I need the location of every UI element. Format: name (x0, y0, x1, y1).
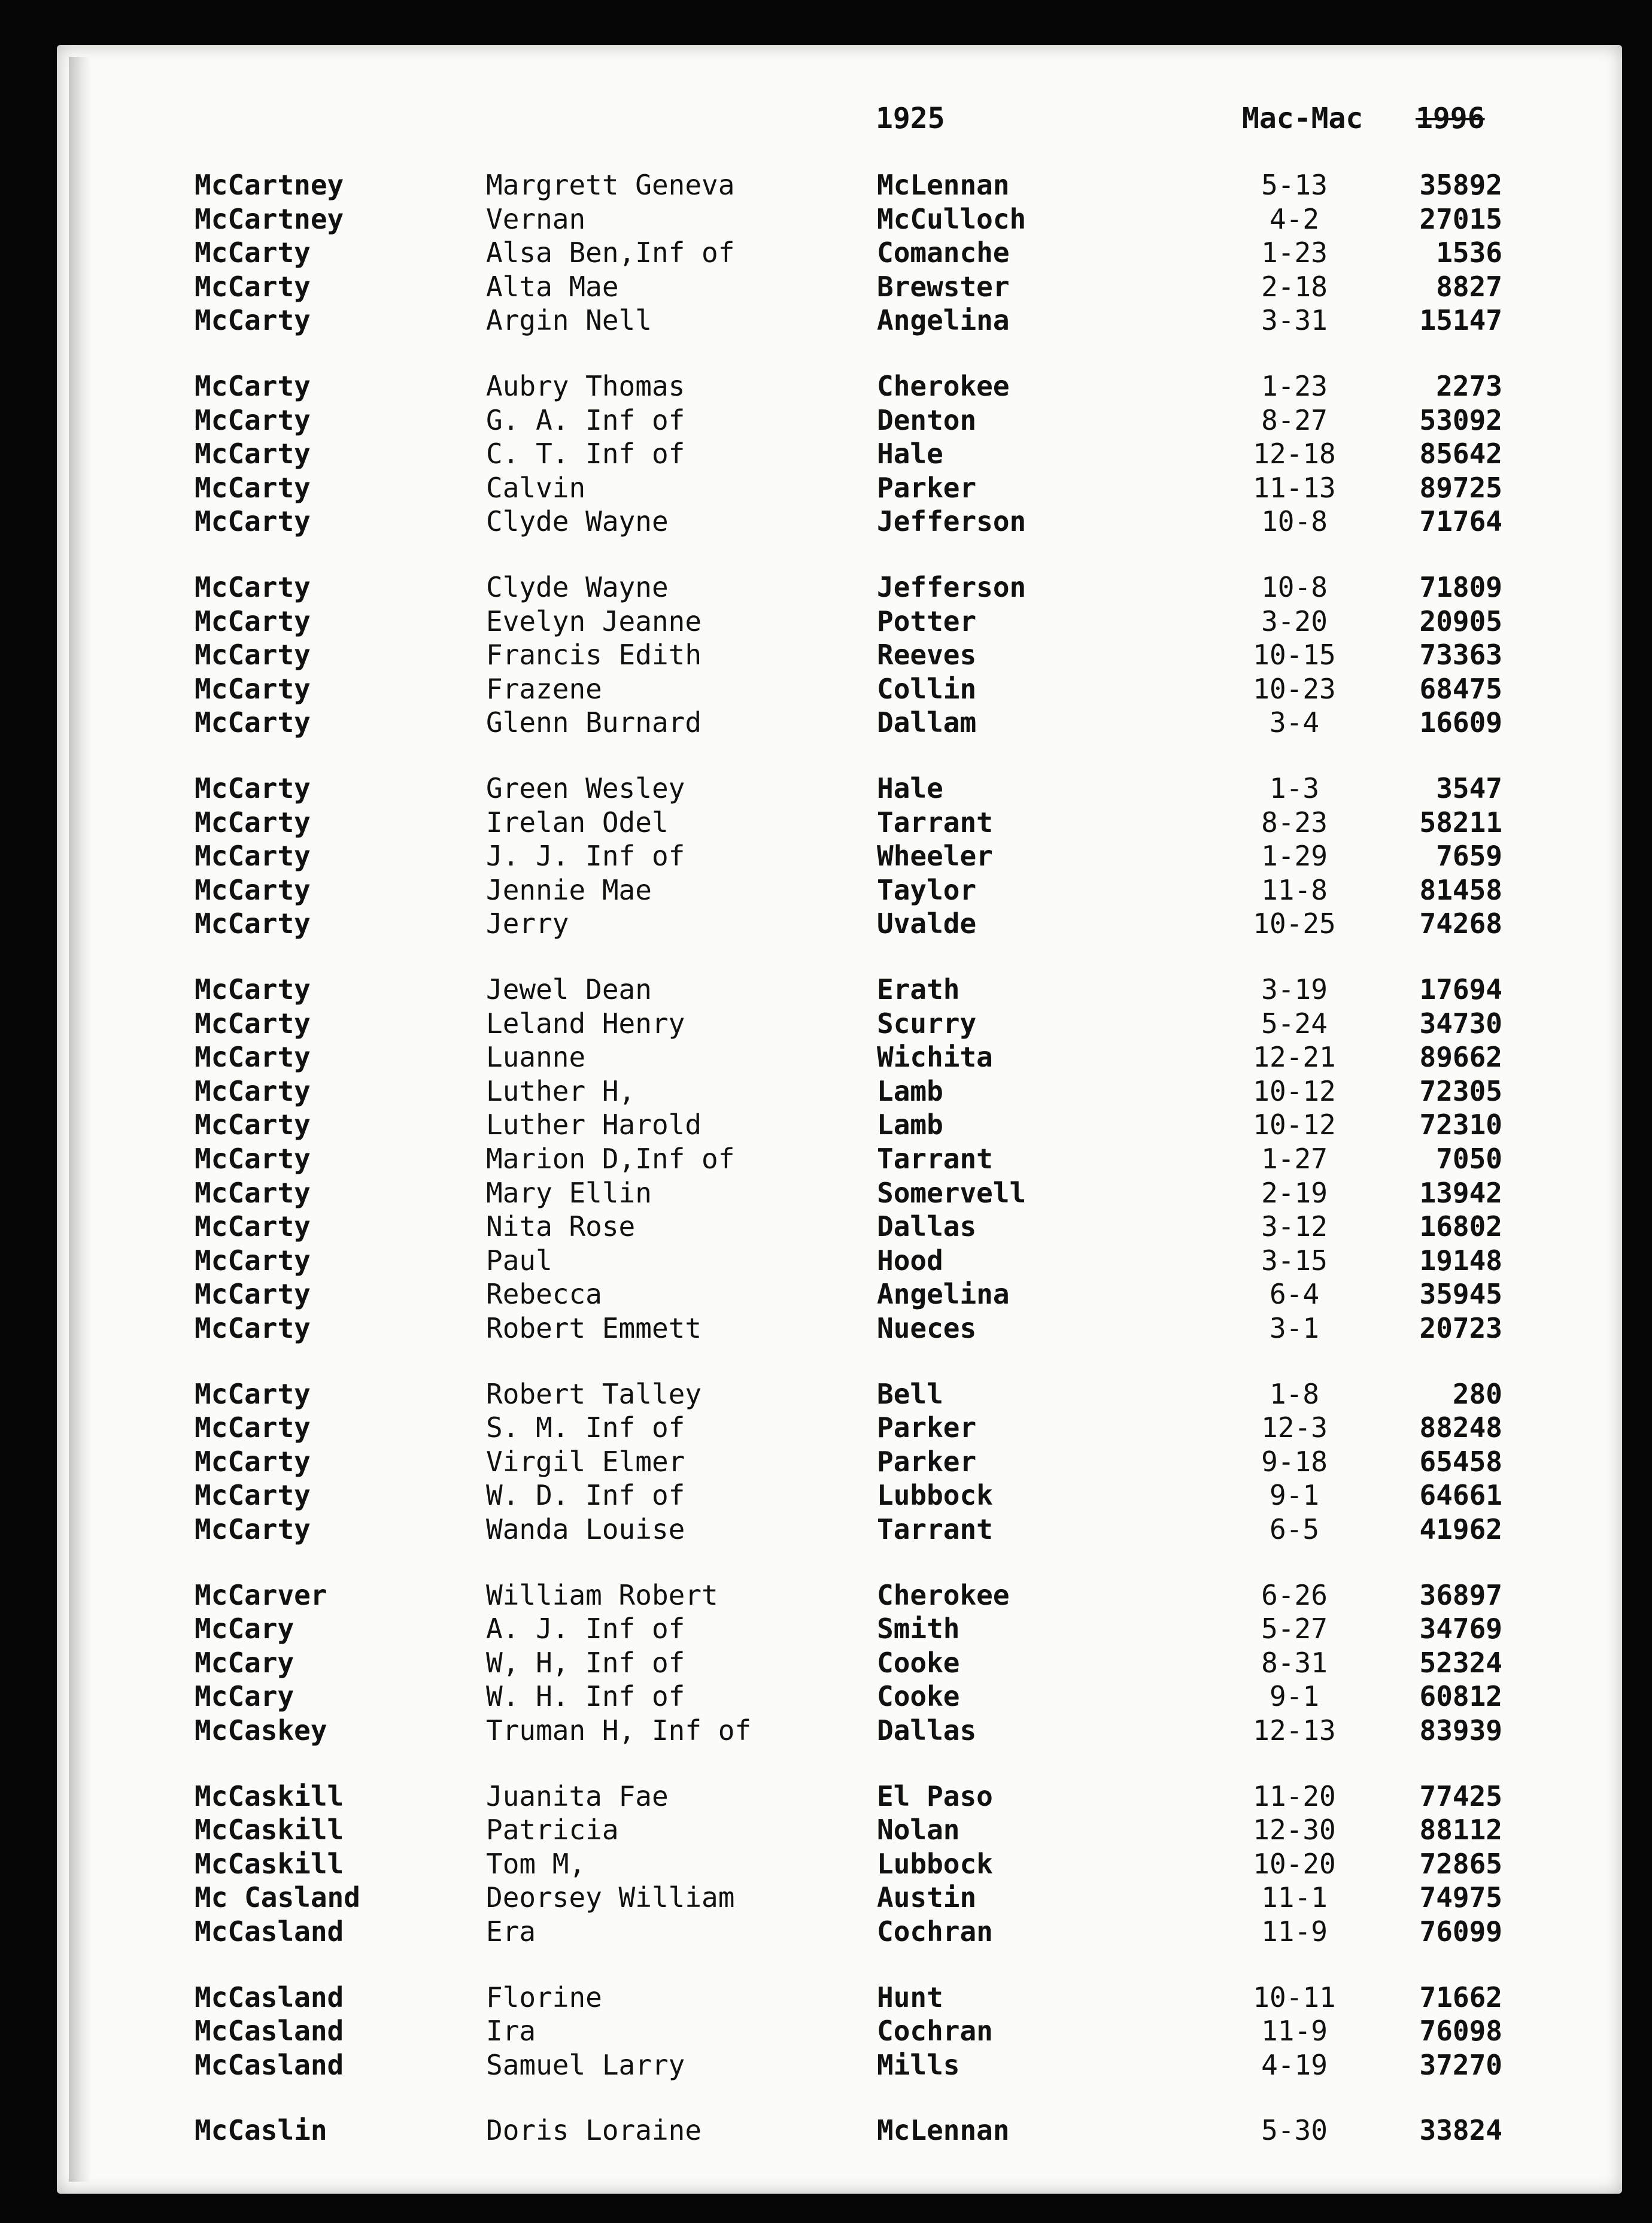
given-name: Robert Talley (486, 1378, 702, 1410)
surname: McCasland (195, 1981, 344, 2014)
record-number: 37270 (1419, 2049, 1502, 2081)
record-number: 85642 (1419, 438, 1502, 470)
date: 6-26 (1261, 1579, 1328, 1611)
header-number: 1996 (1416, 102, 1485, 135)
county: El Paso (877, 1780, 993, 1812)
given-name: Florine (486, 1981, 602, 2014)
record-number: 1536 (1436, 236, 1502, 269)
surname: McCarty (195, 1513, 311, 1545)
date: 12-21 (1253, 1041, 1336, 1073)
surname: McCarty (195, 973, 311, 1006)
given-name: Truman H, Inf of (486, 1714, 752, 1747)
surname: McCarty (195, 772, 311, 804)
record-number: 16609 (1419, 706, 1502, 739)
record-number: 72305 (1419, 1075, 1502, 1107)
record-number: 71809 (1419, 571, 1502, 603)
surname: McCarty (195, 1278, 311, 1310)
county: Cochran (877, 2015, 993, 2047)
record-number: 71662 (1419, 1981, 1502, 2014)
record-number: 8827 (1436, 271, 1502, 303)
record-number: 20905 (1419, 605, 1502, 637)
date: 4-19 (1261, 2049, 1328, 2081)
date: 5-24 (1261, 1007, 1328, 1040)
surname: McCarty (195, 806, 311, 839)
surname: McCarty (195, 1041, 311, 1073)
date: 11-13 (1253, 472, 1336, 504)
given-name: W. D. Inf of (486, 1479, 685, 1511)
surname: McCarty (195, 1210, 311, 1243)
date: 5-13 (1261, 169, 1328, 201)
given-name: Deorsey William (486, 1881, 735, 1914)
county: Cooke (877, 1647, 960, 1679)
given-name: William Robert (486, 1579, 718, 1611)
surname: McCarty (195, 1007, 311, 1040)
given-name: Leland Henry (486, 1007, 685, 1040)
county: Wheeler (877, 840, 993, 872)
surname: McCarty (195, 605, 311, 637)
county: Erath (877, 973, 960, 1006)
record-number: 76099 (1419, 1915, 1502, 1948)
date: 11-8 (1261, 874, 1328, 906)
header-year: 1925 (876, 102, 945, 135)
record-number: 73363 (1419, 639, 1502, 671)
given-name: Alsa Ben,Inf of (486, 236, 735, 269)
surname: McCasland (195, 2015, 344, 2047)
record-number: 15147 (1419, 304, 1502, 336)
date: 10-12 (1253, 1109, 1336, 1141)
county: Jefferson (877, 505, 1027, 537)
surname: McCartney (195, 203, 344, 235)
given-name: Jerry (486, 907, 569, 940)
date: 3-19 (1261, 973, 1328, 1006)
county: Hood (877, 1244, 943, 1277)
county: Reeves (877, 639, 977, 671)
given-name: G. A. Inf of (486, 404, 685, 436)
given-name: Alta Mae (486, 271, 619, 303)
county: Cochran (877, 1915, 993, 1948)
county: Dallas (877, 1714, 977, 1747)
given-name: Jewel Dean (486, 973, 652, 1006)
given-name: Paul (486, 1244, 552, 1277)
record-number: 19148 (1419, 1244, 1502, 1277)
county: Lubbock (877, 1479, 993, 1511)
surname: McCaskill (195, 1780, 344, 1812)
county: Wichita (877, 1041, 993, 1073)
county: Tarrant (877, 806, 993, 839)
county: Cooke (877, 1680, 960, 1712)
county: Nueces (877, 1312, 977, 1344)
given-name: Juanita Fae (486, 1780, 669, 1812)
surname: McCarty (195, 1312, 311, 1344)
county: Collin (877, 673, 977, 705)
surname: McCary (195, 1612, 294, 1645)
date: 3-4 (1269, 706, 1320, 739)
date: 1-23 (1261, 236, 1328, 269)
surname: McCarty (195, 304, 311, 336)
county: Nolan (877, 1814, 960, 1846)
record-number: 20723 (1419, 1312, 1502, 1344)
record-number: 35892 (1419, 169, 1502, 201)
given-name: Francis Edith (486, 639, 702, 671)
surname: McCarty (195, 438, 311, 470)
record-number: 27015 (1419, 203, 1502, 235)
surname: McCarty (195, 874, 311, 906)
date: 12-30 (1253, 1814, 1336, 1846)
surname: McCarty (195, 1411, 311, 1444)
given-name: Wanda Louise (486, 1513, 685, 1545)
date: 10-25 (1253, 907, 1336, 940)
date: 2-19 (1261, 1177, 1328, 1209)
given-name: S. M. Inf of (486, 1411, 685, 1444)
record-number: 35945 (1419, 1278, 1502, 1310)
record-number: 34769 (1419, 1612, 1502, 1645)
given-name: Evelyn Jeanne (486, 605, 702, 637)
given-name: Samuel Larry (486, 2049, 685, 2081)
surname: McCarty (195, 1244, 311, 1277)
county: Smith (877, 1612, 960, 1645)
surname: McCarty (195, 1378, 311, 1410)
surname: McCarty (195, 907, 311, 940)
surname: McCarty (195, 505, 311, 537)
date: 11-1 (1261, 1881, 1328, 1914)
date: 6-5 (1269, 1513, 1320, 1545)
county: Bell (877, 1378, 943, 1410)
date: 10-8 (1261, 505, 1328, 537)
county: Tarrant (877, 1143, 993, 1175)
given-name: Doris Loraine (486, 2114, 702, 2146)
date: 3-20 (1261, 605, 1328, 637)
county: Cherokee (877, 370, 1010, 402)
date: 1-23 (1261, 370, 1328, 402)
given-name: Rebecca (486, 1278, 602, 1310)
given-name: Nita Rose (486, 1210, 636, 1243)
county: Parker (877, 472, 977, 504)
surname: McCarty (195, 639, 311, 671)
record-number: 34730 (1419, 1007, 1502, 1040)
record-number: 74268 (1419, 907, 1502, 940)
surname: McCasland (195, 1915, 344, 1948)
county: Uvalde (877, 907, 977, 940)
record-number: 65458 (1419, 1445, 1502, 1478)
given-name: Virgil Elmer (486, 1445, 685, 1478)
given-name: Ira (486, 2015, 536, 2047)
date: 3-12 (1261, 1210, 1328, 1243)
record-number: 88112 (1419, 1814, 1502, 1846)
given-name: Era (486, 1915, 536, 1948)
date: 6-4 (1269, 1278, 1320, 1310)
surname: McCarty (195, 706, 311, 739)
county: McCulloch (877, 203, 1027, 235)
date: 1-3 (1269, 772, 1320, 804)
given-name: C. T. Inf of (486, 438, 685, 470)
county: Angelina (877, 1278, 1010, 1310)
surname: McCarty (195, 271, 311, 303)
county: Dallam (877, 706, 977, 739)
county: Hale (877, 438, 943, 470)
date: 10-23 (1253, 673, 1336, 705)
county: Somervell (877, 1177, 1027, 1209)
date: 3-1 (1269, 1312, 1320, 1344)
surname: McCarty (195, 673, 311, 705)
surname: McCarver (195, 1579, 327, 1611)
record-number: 88248 (1419, 1411, 1502, 1444)
record-number: 13942 (1419, 1177, 1502, 1209)
record-number: 53092 (1419, 404, 1502, 436)
given-name: Patricia (486, 1814, 619, 1846)
date: 8-27 (1261, 404, 1328, 436)
record-number: 41962 (1419, 1513, 1502, 1545)
date: 1-8 (1269, 1378, 1320, 1410)
record-number: 2273 (1436, 370, 1502, 402)
given-name: Luther H, (486, 1075, 636, 1107)
date: 9-18 (1261, 1445, 1328, 1478)
date: 11-9 (1261, 2015, 1328, 2047)
record-number: 7659 (1436, 840, 1502, 872)
given-name: Green Wesley (486, 772, 685, 804)
record-number: 36897 (1419, 1579, 1502, 1611)
surname: McCarty (195, 840, 311, 872)
county: Jefferson (877, 571, 1027, 603)
given-name: Mary Ellin (486, 1177, 652, 1209)
record-number: 280 (1452, 1378, 1502, 1410)
surname: McCaskill (195, 1848, 344, 1880)
header-range: Mac-Mac (1242, 102, 1363, 135)
county: Angelina (877, 304, 1010, 336)
record-number: 72865 (1419, 1848, 1502, 1880)
surname: McCaskill (195, 1814, 344, 1846)
record-number: 76098 (1419, 2015, 1502, 2047)
date: 10-12 (1253, 1075, 1336, 1107)
given-name: Argin Nell (486, 304, 652, 336)
date: 12-18 (1253, 438, 1336, 470)
date: 8-23 (1261, 806, 1328, 839)
given-name: A. J. Inf of (486, 1612, 685, 1645)
record-number: 16802 (1419, 1210, 1502, 1243)
surname: McCarty (195, 1143, 311, 1175)
record-number: 60812 (1419, 1680, 1502, 1712)
record-number: 3547 (1436, 772, 1502, 804)
county: Denton (877, 404, 977, 436)
record-number: 64661 (1419, 1479, 1502, 1511)
date: 2-18 (1261, 271, 1328, 303)
surname: McCarty (195, 1479, 311, 1511)
given-name: Irelan Odel (486, 806, 669, 839)
date: 9-1 (1269, 1680, 1320, 1712)
date: 4-2 (1269, 203, 1320, 235)
county: Cherokee (877, 1579, 1010, 1611)
county: Lubbock (877, 1848, 993, 1880)
county: Taylor (877, 874, 977, 906)
surname: Mc Casland (195, 1881, 360, 1914)
county: Hunt (877, 1981, 943, 2014)
date: 12-3 (1261, 1411, 1328, 1444)
county: McLennan (877, 2114, 1010, 2146)
date: 5-27 (1261, 1612, 1328, 1645)
surname: McCarty (195, 404, 311, 436)
county: Potter (877, 605, 977, 637)
date: 3-15 (1261, 1244, 1328, 1277)
county: Dallas (877, 1210, 977, 1243)
given-name: Calvin (486, 472, 586, 504)
county: Mills (877, 2049, 960, 2081)
record-number: 33824 (1419, 2114, 1502, 2146)
record-number: 71764 (1419, 505, 1502, 537)
surname: McCarty (195, 370, 311, 402)
record-number: 68475 (1419, 673, 1502, 705)
record-number: 52324 (1419, 1647, 1502, 1679)
date: 1-29 (1261, 840, 1328, 872)
surname: McCary (195, 1680, 294, 1712)
given-name: Clyde Wayne (486, 571, 669, 603)
surname: McCarty (195, 571, 311, 603)
binding-shadow (69, 57, 92, 2182)
surname: McCarty (195, 1445, 311, 1478)
date: 10-11 (1253, 1981, 1336, 2014)
surname: McCarty (195, 472, 311, 504)
date: 10-8 (1261, 571, 1328, 603)
date: 10-15 (1253, 639, 1336, 671)
county: Hale (877, 772, 943, 804)
given-name: Luther Harold (486, 1109, 702, 1141)
record-number: 17694 (1419, 973, 1502, 1006)
county: Lamb (877, 1109, 943, 1141)
given-name: J. J. Inf of (486, 840, 685, 872)
county: Comanche (877, 236, 1010, 269)
date: 9-1 (1269, 1479, 1320, 1511)
given-name: Tom M, (486, 1848, 586, 1880)
county: Parker (877, 1411, 977, 1444)
date: 8-31 (1261, 1647, 1328, 1679)
given-name: Frazene (486, 673, 602, 705)
given-name: Glenn Burnard (486, 706, 702, 739)
record-number: 89725 (1419, 472, 1502, 504)
surname: McCarty (195, 1075, 311, 1107)
given-name: Robert Emmett (486, 1312, 702, 1344)
record-number: 77425 (1419, 1780, 1502, 1812)
date: 5-30 (1261, 2114, 1328, 2146)
surname: McCasland (195, 2049, 344, 2081)
record-number: 74975 (1419, 1881, 1502, 1914)
county: Tarrant (877, 1513, 993, 1545)
record-number: 7050 (1436, 1143, 1502, 1175)
record-number: 89662 (1419, 1041, 1502, 1073)
given-name: Luanne (486, 1041, 586, 1073)
date: 3-31 (1261, 304, 1328, 336)
county: Brewster (877, 271, 1010, 303)
given-name: Vernan (486, 203, 586, 235)
date: 11-20 (1253, 1780, 1336, 1812)
county: McLennan (877, 169, 1010, 201)
date: 1-27 (1261, 1143, 1328, 1175)
county: Lamb (877, 1075, 943, 1107)
surname: McCary (195, 1647, 294, 1679)
given-name: Jennie Mae (486, 874, 652, 906)
date: 10-20 (1253, 1848, 1336, 1880)
date: 12-13 (1253, 1714, 1336, 1747)
given-name: Marion D,Inf of (486, 1143, 735, 1175)
record-number: 72310 (1419, 1109, 1502, 1141)
given-name: W, H, Inf of (486, 1647, 685, 1679)
surname: McCarty (195, 1177, 311, 1209)
surname: McCartney (195, 169, 344, 201)
county: Scurry (877, 1007, 977, 1040)
surname: McCarty (195, 236, 311, 269)
given-name: Clyde Wayne (486, 505, 669, 537)
record-number: 81458 (1419, 874, 1502, 906)
county: Austin (877, 1881, 977, 1914)
given-name: Aubry Thomas (486, 370, 685, 402)
surname: McCarty (195, 1109, 311, 1141)
date: 11-9 (1261, 1915, 1328, 1948)
given-name: Margrett Geneva (486, 169, 735, 201)
county: Parker (877, 1445, 977, 1478)
surname: McCaskey (195, 1714, 327, 1747)
surname: McCaslin (195, 2114, 327, 2146)
record-number: 58211 (1419, 806, 1502, 839)
given-name: W. H. Inf of (486, 1680, 685, 1712)
record-number: 83939 (1419, 1714, 1502, 1747)
